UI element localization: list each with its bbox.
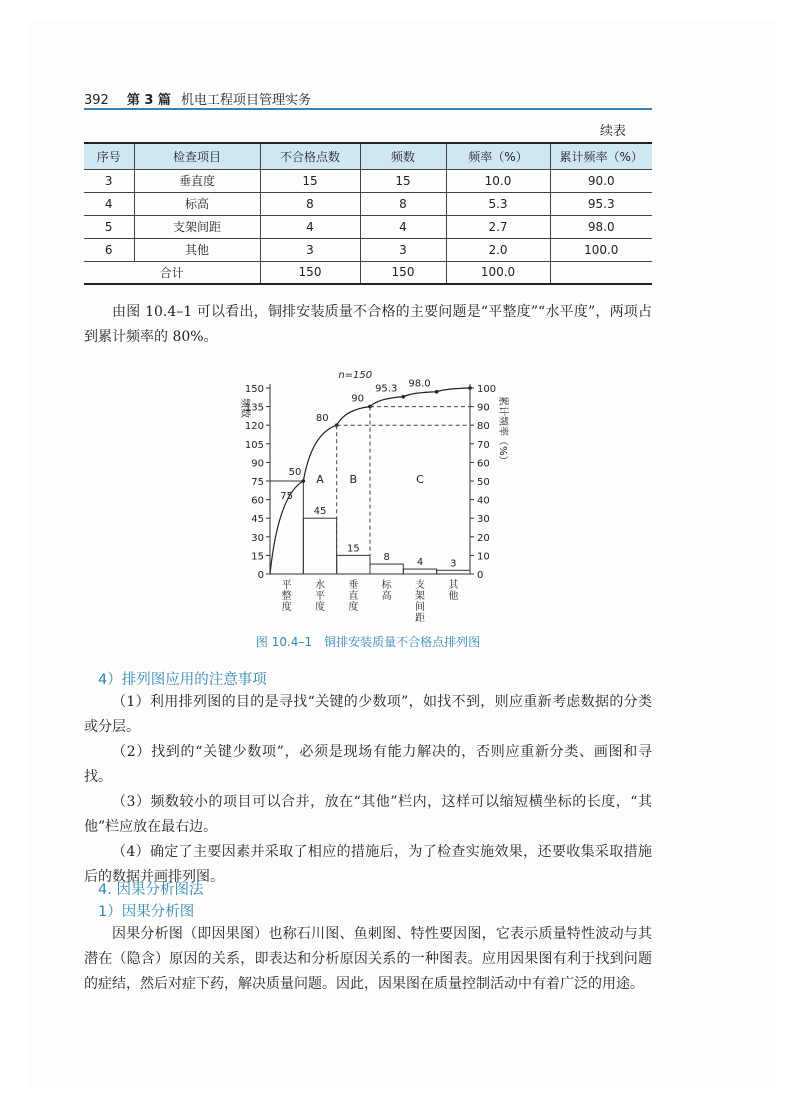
table-cell: 5.3 <box>446 192 550 215</box>
right-tick-label: 10 <box>477 551 490 563</box>
right-tick-label: 20 <box>477 532 490 544</box>
table-row <box>84 215 652 238</box>
table-cell: 3 <box>360 238 446 261</box>
table-cell: 8 <box>260 192 360 215</box>
table-cell: 100.0 <box>446 261 550 284</box>
table-cell: 标高 <box>134 192 260 215</box>
table-cell: 90.0 <box>550 169 652 192</box>
left-tick-label: 120 <box>244 421 264 433</box>
table-cell: 垂直度 <box>134 169 260 192</box>
left-tick-label: 15 <box>251 551 264 563</box>
list-item: （3）频数较小的项目可以合并，放在“其他”栏内，这样可以缩短横坐标的长度，“其他”栏应放在最右边。 <box>84 794 652 835</box>
table-cell: 4 <box>84 192 134 215</box>
left-tick-label: 150 <box>244 384 264 395</box>
pareto-chart <box>228 356 528 624</box>
table-cell: 10.0 <box>446 169 550 192</box>
section-heading: 4. 因果分析图法 <box>98 882 204 898</box>
header-rule <box>84 108 652 110</box>
bar-value-label: 8 <box>383 552 390 564</box>
right-tick-label: 40 <box>477 495 490 507</box>
cumulative-label: 80 <box>315 413 329 425</box>
table-cell <box>550 261 652 284</box>
left-tick-label: 60 <box>251 495 264 507</box>
left-tick-label: 90 <box>251 458 264 470</box>
right-tick-label: 90 <box>477 402 490 414</box>
right-tick-label: 30 <box>477 514 490 526</box>
bar <box>437 570 470 574</box>
inspection-table <box>84 142 652 285</box>
sample-size-label: n=150 <box>338 370 373 381</box>
cumulative-point <box>468 386 472 390</box>
bar-value-label: 45 <box>313 506 327 518</box>
table-cell: 其他 <box>134 238 260 261</box>
table-cell: 100.0 <box>550 238 652 261</box>
left-tick-label: 0 <box>257 570 264 581</box>
left-tick-label: 75 <box>251 477 264 488</box>
table-cell: 3 <box>84 169 134 192</box>
table-cell: 6 <box>84 238 134 261</box>
bar <box>337 555 370 574</box>
bar <box>303 518 336 574</box>
table-cell: 合计 <box>84 261 260 284</box>
bar-value-label: 3 <box>450 558 457 570</box>
cumulative-label: 98.0 <box>408 378 431 390</box>
cumulative-point <box>435 390 439 394</box>
table-cell: 15 <box>360 169 446 192</box>
subsection-heading: 1）因果分析图 <box>98 904 195 920</box>
col-header: 频数 <box>360 143 446 169</box>
category-label: 其他 <box>448 580 459 602</box>
figure-caption: 图 10.4–1 铜排安装质量不合格点排列图 <box>255 635 481 649</box>
table-cell: 150 <box>260 261 360 284</box>
table-cell: 3 <box>260 238 360 261</box>
category-label: 支架间距 <box>415 580 425 624</box>
bar <box>370 564 403 574</box>
left-axis-label: 频数 <box>239 398 250 418</box>
zone-label: C <box>416 473 424 486</box>
col-header: 序号 <box>84 143 134 169</box>
bar-value-label: 15 <box>346 543 360 555</box>
cumulative-label: 90 <box>351 393 364 405</box>
category-label: 垂直度 <box>348 580 359 613</box>
pareto-chart-svg <box>228 356 528 624</box>
table-continued-label: 续表 <box>600 124 627 139</box>
bar-value-label: 75 <box>280 491 294 502</box>
list-item: （4）确定了主要因素并采取了相应的措施后，为了检查实施效果，还要收集采取措施后的数据并画排列图。 <box>84 844 652 885</box>
cumulative-point <box>402 395 406 399</box>
cumulative-label: 50 <box>288 467 302 478</box>
left-tick-label: 135 <box>244 402 264 414</box>
running-header <box>84 86 652 108</box>
list-item: （2）找到的“关键少数项”，必须是现场有能力解决的，否则应重新分类、画图和寻找。 <box>84 744 652 785</box>
table-cell: 15 <box>260 169 360 192</box>
table-cell: 5 <box>84 215 134 238</box>
list-item: （1）利用排列图的目的是寻找“关键的少数项”，如找不到，则应重新考虑数据的分类或分层。 <box>84 694 652 735</box>
table-cell: 2.7 <box>446 215 550 238</box>
right-axis-label: 累计频率（%） <box>497 396 508 466</box>
right-tick-label: 80 <box>477 421 490 433</box>
col-header: 累计频率（%） <box>550 143 652 169</box>
table-cell: 4 <box>360 215 446 238</box>
section-heading: 4）排列图应用的注意事项 <box>98 672 267 688</box>
bar-value-label: 4 <box>416 557 424 569</box>
table-cell: 2.0 <box>446 238 550 261</box>
cumulative-label: 95.3 <box>375 383 398 395</box>
zone-label: A <box>316 473 324 486</box>
table-total-row <box>84 261 652 284</box>
cumulative-point <box>302 479 306 483</box>
col-header: 检查项目 <box>134 143 260 169</box>
category-label: 标高 <box>381 580 392 602</box>
right-tick-label: 70 <box>477 439 490 451</box>
table-cell: 4 <box>260 215 360 238</box>
left-tick-label: 30 <box>251 532 264 544</box>
category-label: 水平度 <box>315 580 325 613</box>
table-row <box>84 169 652 192</box>
table-cell: 150 <box>360 261 446 284</box>
table-row <box>84 192 652 215</box>
right-tick-label: 0 <box>477 570 484 581</box>
right-tick-label: 50 <box>477 477 490 488</box>
intro-paragraph: 由图 10.4–1 可以看出，铜排安装质量不合格的主要问题是“平整度”“水平度”，两项占到累计频率的 80%。 <box>84 304 652 345</box>
table-cell: 8 <box>360 192 446 215</box>
col-header: 频率（%） <box>446 143 550 169</box>
left-tick-label: 105 <box>244 439 264 451</box>
table-cell: 95.3 <box>550 192 652 215</box>
right-tick-label: 60 <box>477 458 490 470</box>
table-header-row <box>84 143 652 169</box>
zone-label: B <box>349 473 358 486</box>
right-tick-label: 100 <box>477 384 497 395</box>
table-row <box>84 238 652 261</box>
bar <box>403 569 436 574</box>
col-header: 不合格点数 <box>260 143 360 169</box>
cause-paragraph: 因果分析图（即因果图）也称石川图、鱼刺图、特性要因图，它表示质量特性波动与其潜在（隐含）原因的关系，即表达和分析原因关系的一种图表。应用因果图有利于找到问题的症结，然后对症下药，解决质量问题。因此，因果图在质量控制活动中有着广泛的用途。 <box>84 926 652 992</box>
table-cell: 98.0 <box>550 215 652 238</box>
page-number: 392 <box>84 93 109 108</box>
table-cell: 支架间距 <box>134 215 260 238</box>
left-tick-label: 45 <box>251 514 264 526</box>
part-label: 第 3 篇 <box>126 93 171 108</box>
book-section-title: 机电工程项目管理实务 <box>180 93 311 108</box>
category-label: 平整度 <box>281 580 292 613</box>
